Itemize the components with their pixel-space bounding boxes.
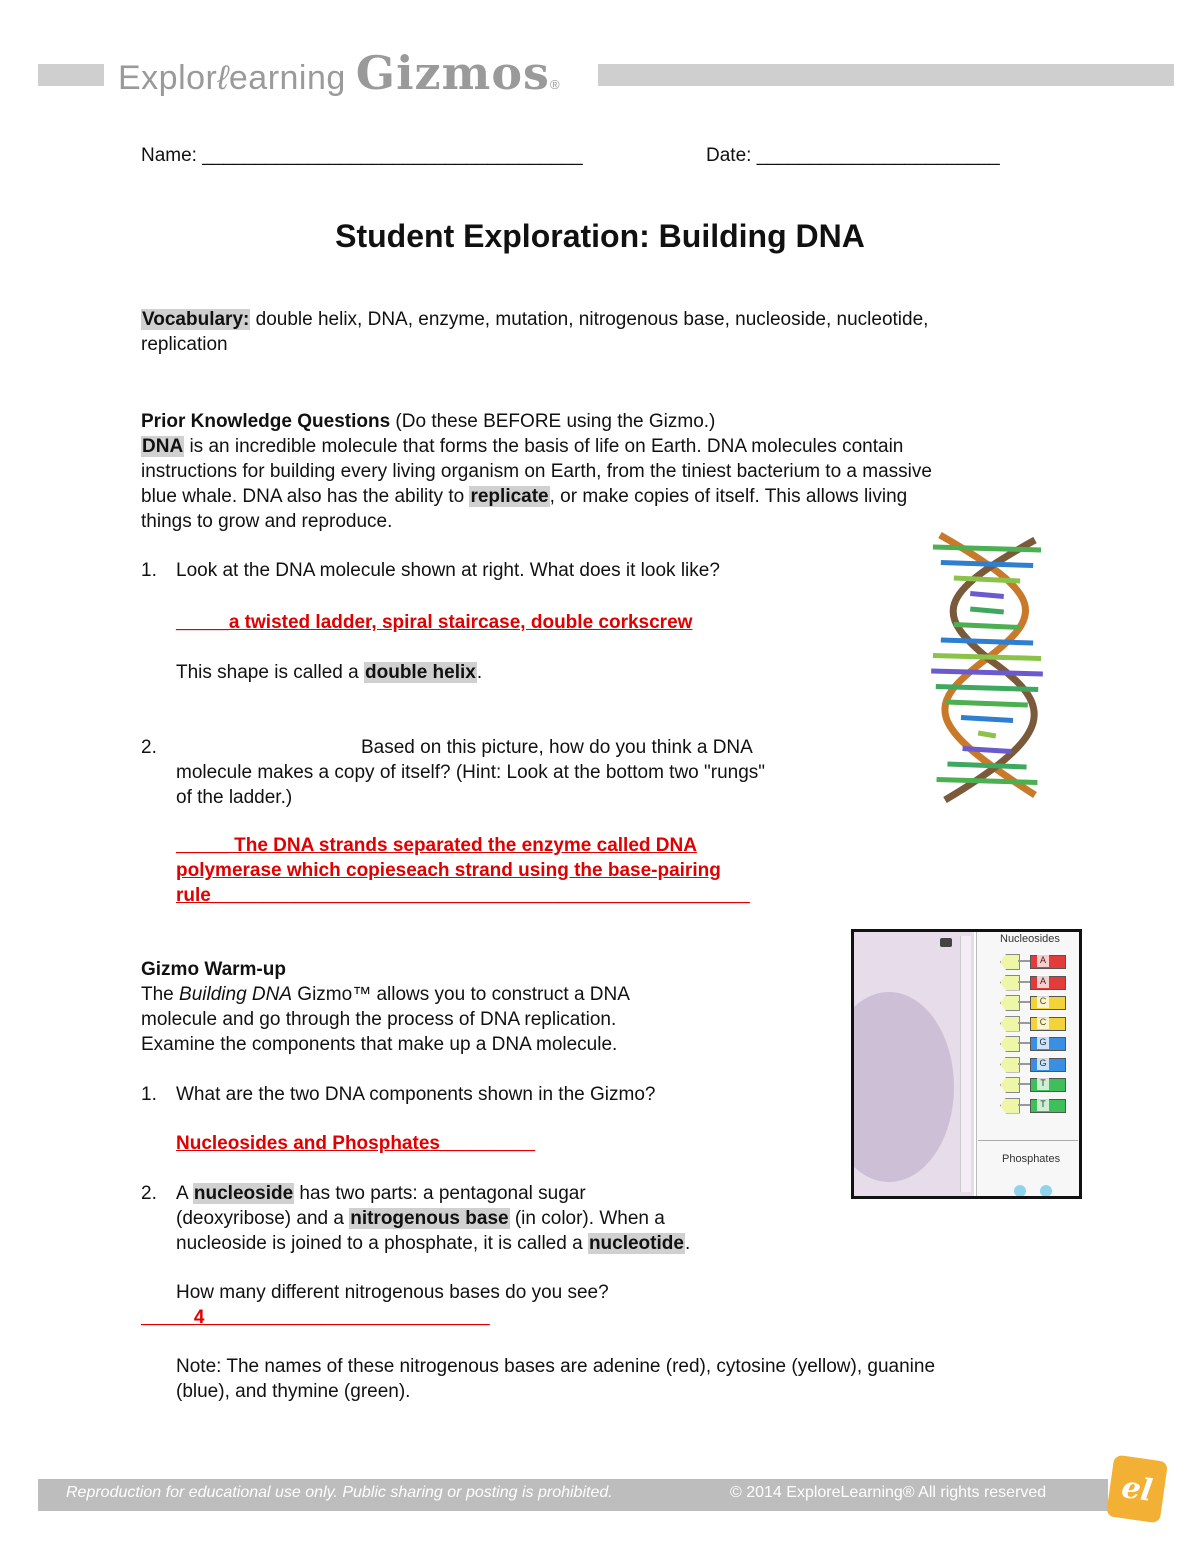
helix-rung	[954, 625, 1020, 628]
warmup-line2: molecule and go through the process of DNA replication.	[141, 1009, 617, 1030]
gizmo-screenshot	[851, 929, 1082, 1199]
nucleoside-item[interactable]	[1000, 1098, 1074, 1112]
footer-copyright: © 2014 ExploreLearning® All rights reserved	[730, 1484, 1047, 1501]
dna-helix-image	[915, 525, 1065, 815]
camera-icon	[940, 938, 952, 947]
vocabulary-line2: replication	[141, 334, 228, 355]
base-connector	[1018, 1042, 1030, 1044]
warmup-gizmo-name: Building DNA	[179, 984, 293, 1005]
base-connector	[1018, 1022, 1030, 1024]
base-letter: A	[1037, 954, 1049, 967]
term-replicate: replicate	[470, 486, 549, 507]
base-connector	[1018, 981, 1030, 983]
helix-rung	[947, 764, 1026, 767]
brand-learning: earning	[228, 59, 346, 97]
term-nucleotide: nucleotide	[588, 1233, 684, 1254]
term-nucleoside: nucleoside	[193, 1183, 294, 1204]
warmup-q2-b: has two parts: a pentagonal sugar	[294, 1183, 586, 1204]
warmup-q2-number: 2.	[141, 1183, 157, 1204]
q1-number: 1.	[141, 560, 157, 581]
date-label: Date:	[706, 145, 752, 166]
base-letter: G	[1037, 1036, 1049, 1049]
base-connector	[1018, 960, 1030, 962]
helix-rung	[978, 733, 996, 736]
warmup-line1-b: Gizmo™ allows you to construct a DNA	[292, 984, 630, 1005]
brand-reg: ®	[549, 77, 560, 92]
how-many-question: How many different nitrogenous bases do you see?	[176, 1282, 609, 1303]
how-many-answer: _____4___________________________	[141, 1307, 490, 1328]
sugar-pentagon-icon	[1000, 995, 1020, 1011]
phosphate-icon[interactable]	[1014, 1185, 1026, 1197]
helix-rung	[931, 671, 1043, 674]
sugar-pentagon-icon	[1000, 1057, 1020, 1073]
name-field	[141, 143, 583, 168]
helix-rung	[936, 687, 1038, 690]
nucleoside-item[interactable]	[1000, 954, 1074, 968]
q1-text: Look at the DNA molecule shown at right. What does it look like?	[176, 560, 720, 581]
sugar-pentagon-icon	[1000, 975, 1020, 991]
date-field	[706, 143, 1000, 168]
q2-number: 2.	[141, 737, 157, 758]
vocabulary-line1	[141, 307, 928, 332]
helix-rung	[941, 640, 1033, 643]
base-letter: G	[1037, 1057, 1049, 1070]
page-title: Student Exploration: Building DNA	[335, 218, 865, 254]
helix-rung	[970, 594, 1004, 597]
warmup-q1-answer: Nucleosides and Phosphates_________	[176, 1133, 536, 1154]
prior-heading-label: Prior Knowledge Questions	[141, 411, 391, 432]
nucleoside-item[interactable]	[1000, 975, 1074, 989]
base-connector	[1018, 1063, 1030, 1065]
note-line1: Note: The names of these nitrogenous bases are adenine (red), cytosine (yellow), guanine	[176, 1356, 936, 1377]
prior-line1-text: is an incredible molecule that forms the basis of life on Earth. DNA molecules contain	[184, 436, 904, 457]
term-nitrogenous-base: nitrogenous base	[350, 1208, 509, 1229]
phosphate-icon[interactable]	[1040, 1185, 1052, 1197]
q1-shape	[176, 660, 482, 685]
nucleoside-item[interactable]	[1000, 1077, 1074, 1091]
logo-text: el	[1119, 1469, 1155, 1509]
base-connector	[1018, 1083, 1030, 1085]
header-bar-left	[38, 64, 104, 86]
warmup-q2-line2-b: (in color). When a	[509, 1208, 665, 1229]
vocabulary-label: Vocabulary:	[142, 309, 250, 330]
prior-line3	[141, 484, 907, 509]
warmup-heading: Gizmo Warm-up	[141, 959, 286, 980]
q2-line1: Based on this picture, how do you think a DNA	[361, 737, 753, 758]
warmup-q2-line3	[176, 1231, 690, 1256]
base-letter: C	[1037, 995, 1049, 1008]
q2-line2: molecule makes a copy of itself? (Hint: Look at the bottom two "rungs"	[176, 762, 766, 783]
warmup-q1-number: 1.	[141, 1084, 157, 1105]
sugar-pentagon-icon	[1000, 1098, 1020, 1114]
name-label: Name:	[141, 145, 197, 166]
warmup-q2-line3-a: nucleoside is joined to a phosphate, it is called a	[176, 1233, 588, 1254]
prior-line4: things to grow and reproduce.	[141, 511, 393, 532]
warmup-q2-line3-b: .	[684, 1233, 691, 1254]
sugar-pentagon-icon	[1000, 954, 1020, 970]
warmup-line1	[141, 982, 630, 1007]
term-double-helix: double helix	[365, 662, 476, 683]
base-letter: T	[1037, 1077, 1049, 1090]
warmup-q1-text: What are the two DNA components shown in the Gizmo?	[176, 1084, 656, 1105]
gizmo-divider	[978, 1140, 1078, 1141]
brand-e-glyph: ℓ	[217, 59, 229, 97]
prior-line3-a: blue whale. DNA also has the ability to	[141, 486, 470, 507]
q1-shape-b: .	[476, 662, 483, 683]
header-bar-right	[598, 64, 1174, 86]
warmup-q2-line2	[176, 1206, 665, 1231]
prior-line2: instructions for building every living organism on Earth, from the tiniest bacterium to a massive	[141, 461, 932, 482]
q2-answer-line2: polymerase which copieseach strand using the base-pairing	[176, 860, 721, 881]
sugar-pentagon-icon	[1000, 1016, 1020, 1032]
nucleoside-item[interactable]	[1000, 995, 1074, 1009]
warmup-q2-line2-a: (deoxyribose) and a	[176, 1208, 350, 1229]
warmup-q2-a: A	[176, 1183, 193, 1204]
base-connector	[1018, 1104, 1030, 1106]
explorelearning-badge-logo	[1106, 1455, 1168, 1524]
explorelearning-gizmos-logo	[118, 46, 560, 106]
q2-answer-line3: rule___________________________________________________	[176, 885, 750, 906]
term-dna: DNA	[142, 436, 184, 457]
prior-heading	[141, 409, 715, 434]
vocabulary-list: double helix, DNA, enzyme, mutation, nitrogenous base, nucleoside, nucleotide,	[250, 309, 929, 330]
dna-helix-strand-1	[940, 535, 1035, 795]
prior-line1	[141, 434, 903, 459]
footer-notice: Reproduction for educational use only. Public sharing or posting is prohibited.	[66, 1484, 613, 1501]
phosphates-label: Phosphates	[1002, 1153, 1061, 1165]
warmup-line3: Examine the components that make up a DNA molecule.	[141, 1034, 618, 1055]
date-blank: _______________________	[756, 145, 1000, 166]
base-letter: C	[1037, 1016, 1049, 1029]
warmup-line1-a: The	[141, 984, 180, 1005]
prior-heading-note: (Do these BEFORE using the Gizmo.)	[390, 411, 716, 432]
base-letter: T	[1037, 1098, 1049, 1111]
nucleoside-item[interactable]	[1000, 1036, 1074, 1050]
q2-line3: of the ladder.)	[176, 787, 293, 808]
helix-rung	[941, 563, 1033, 566]
nucleosides-label: Nucleosides	[1000, 933, 1060, 945]
gizmo-scrollbar	[960, 936, 971, 1192]
q1-shape-a: This shape is called a	[176, 662, 364, 683]
name-blank: ____________________________________	[202, 145, 583, 166]
base-connector	[1018, 1001, 1030, 1003]
q1-answer: _____a twisted ladder, spiral staircase, double corkscrew	[176, 612, 693, 633]
helix-rung	[961, 718, 1013, 721]
nucleoside-item[interactable]	[1000, 1016, 1074, 1030]
helix-rung	[963, 749, 1012, 752]
brand-explore: Explor	[118, 59, 218, 97]
brand-gizmos: Gizmos	[355, 46, 550, 100]
sugar-pentagon-icon	[1000, 1077, 1020, 1093]
helix-rung	[946, 702, 1028, 705]
base-letter: A	[1037, 975, 1049, 988]
prior-line3-b: , or make copies of itself. This allows living	[549, 486, 908, 507]
nucleoside-item[interactable]	[1000, 1057, 1074, 1071]
q2-answer-line1: _____ The DNA strands separated the enzyme called DNA	[176, 835, 697, 856]
helix-rung	[933, 547, 1041, 550]
helix-rung	[933, 656, 1041, 659]
helix-rung	[954, 578, 1020, 581]
note-line2: (blue), and thymine (green).	[176, 1381, 411, 1402]
helix-rung	[937, 780, 1038, 783]
helix-rung	[970, 609, 1004, 612]
warmup-q2-line1	[176, 1181, 586, 1206]
sugar-pentagon-icon	[1000, 1036, 1020, 1052]
